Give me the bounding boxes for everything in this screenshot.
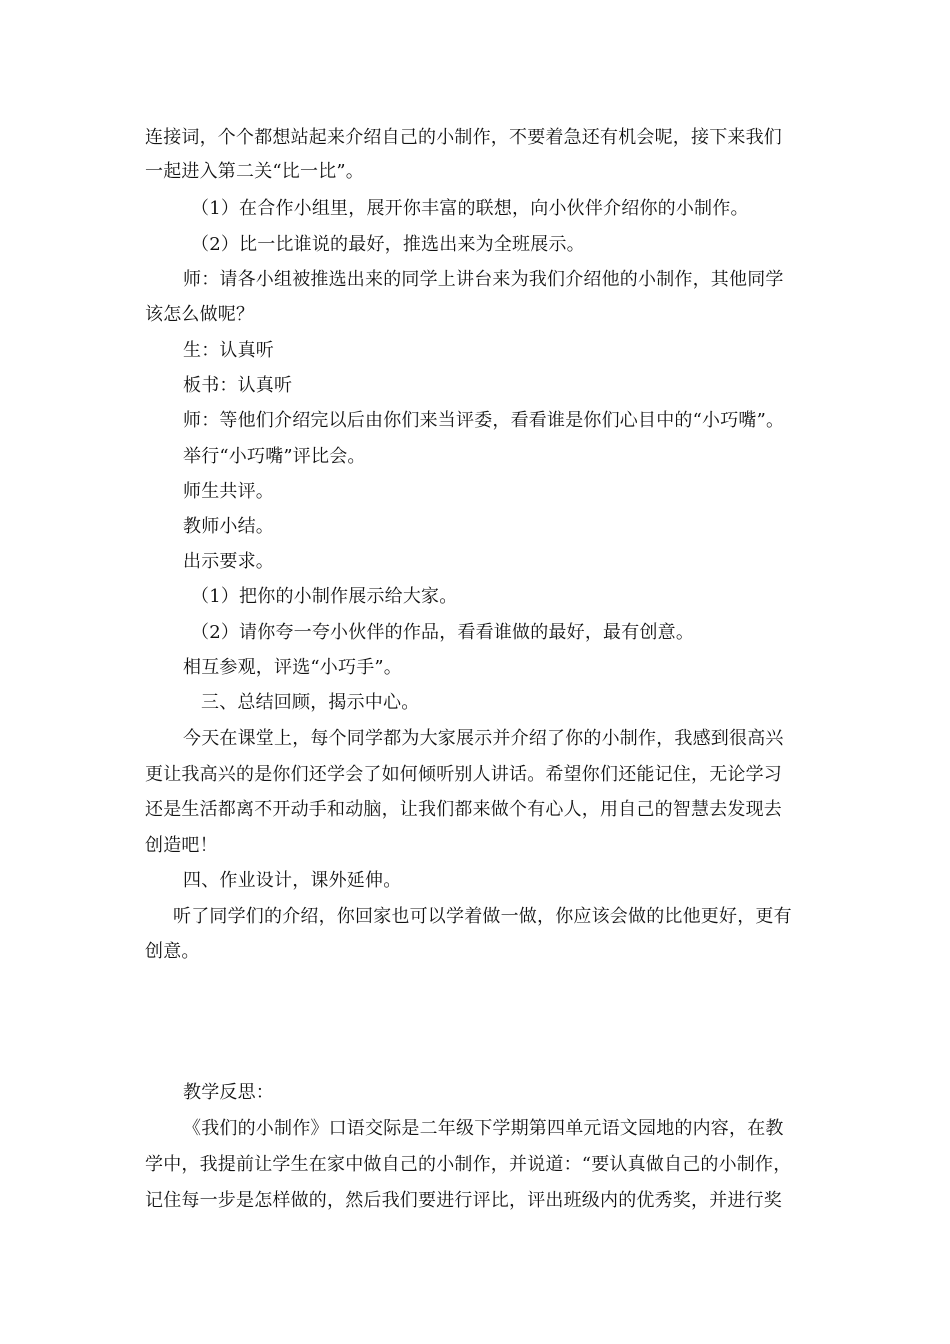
section-heading: 四、作业设计，课外延伸。 <box>183 870 402 891</box>
list-item: （2）比一比谁说的最好，推选出来为全班展示。 <box>191 234 585 255</box>
text-line: 相互参观，评选“小巧手”。 <box>183 657 403 678</box>
text-line: 今天在课堂上，每个同学都为大家展示并介绍了你的小制作，我感到很高兴 <box>183 728 784 749</box>
text-line: 听了同学们的介绍，你回家也可以学着做一做，你应该会做的比他更好，更有 <box>173 906 792 927</box>
text-line: 创造吧！ <box>145 835 218 856</box>
text-line: 一起进入第二关“比一比”。 <box>145 161 365 182</box>
text-line: 举行“小巧嘴”评比会。 <box>183 446 366 467</box>
list-item: （1）在合作小组里，展开你丰富的联想，向小伙伴介绍你的小制作。 <box>191 198 749 219</box>
text-line: 连接词，个个都想站起来介绍自己的小制作，不要着急还有机会呢，接下来我们 <box>145 127 782 148</box>
text-line: 板书：认真听 <box>183 375 293 396</box>
section-heading: 教学反思： <box>183 1082 274 1103</box>
text-line: 还是生活都离不开动手和动脑，让我们都来做个有心人，用自己的智慧去发现去 <box>145 799 782 820</box>
text-line: 师生共评。 <box>183 481 274 502</box>
text-line: 师：等他们介绍完以后由你们来当评委，看看谁是你们心目中的“小巧嘴”。 <box>183 410 785 431</box>
text-line: 该怎么做呢？ <box>145 304 255 325</box>
section-heading: 三、总结回顾，揭示中心。 <box>201 692 420 713</box>
list-item: （1）把你的小制作展示给大家。 <box>191 586 458 607</box>
text-line: 更让我高兴的是你们还学会了如何倾听别人讲话。希望你们还能记住，无论学习 <box>145 764 782 785</box>
text-line: 出示要求。 <box>183 551 274 572</box>
text-line: 教师小结。 <box>183 516 274 537</box>
text-line: 学中，我提前让学生在家中做自己的小制作，并说道：“要认真做自己的小制作， <box>145 1154 792 1175</box>
text-line: 记住每一步是怎样做的，然后我们要进行评比，评出班级内的优秀奖，并进行奖 <box>145 1190 782 1211</box>
text-line: 师：请各小组被推选出来的同学上讲台来为我们介绍他的小制作，其他同学 <box>183 269 784 290</box>
list-item: （2）请你夸一夸小伙伴的作品，看看谁做的最好，最有创意。 <box>191 622 695 643</box>
text-line: 生：认真听 <box>183 340 274 361</box>
text-line: 创意。 <box>145 941 200 962</box>
text-line: 《我们的小制作》口语交际是二年级下学期第四单元语文园地的内容，在教 <box>183 1118 784 1139</box>
